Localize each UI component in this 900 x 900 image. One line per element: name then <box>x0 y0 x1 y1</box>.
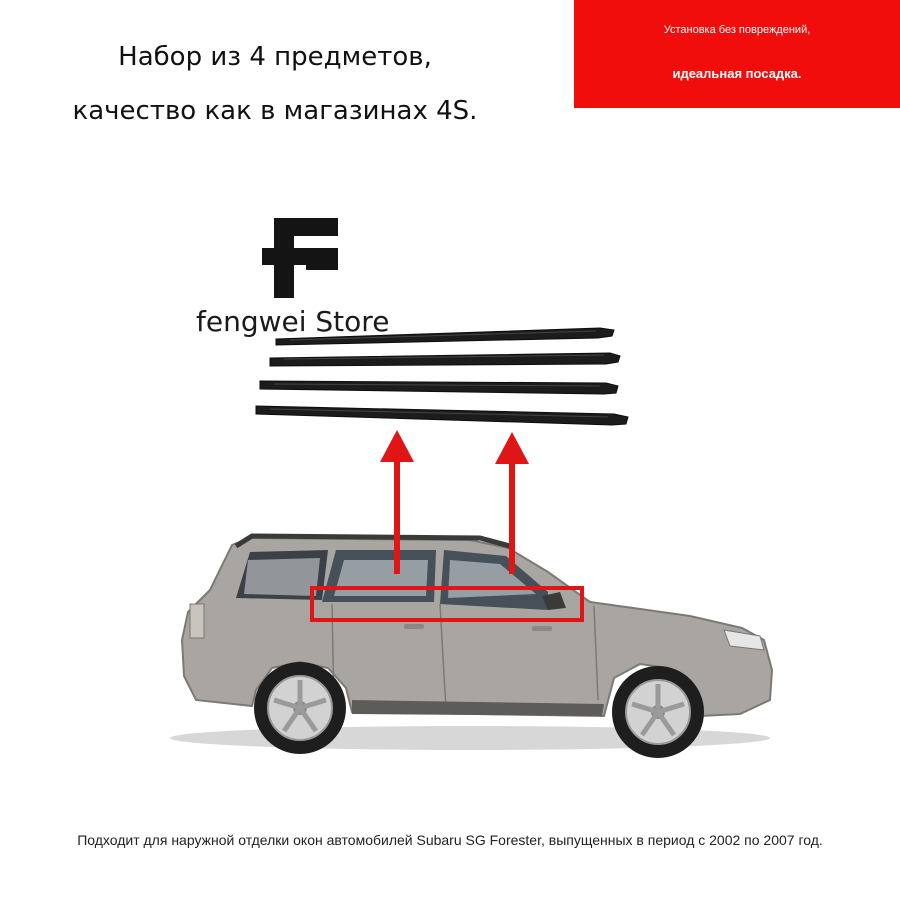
banner-line-1: Установка без повреждений, <box>663 24 811 36</box>
headline-line-1: Набор из 4 предметов, <box>118 42 432 72</box>
arrow-head-left <box>380 430 414 462</box>
arrow-shaft-left <box>394 458 400 574</box>
store-name: fengwei Store <box>196 305 390 338</box>
banner-line-2: идеальная посадка. <box>672 66 802 81</box>
molding-highlight-box <box>312 588 582 620</box>
headline-line-2: качество как в магазинах 4S. <box>72 96 478 126</box>
arrow-head-right <box>495 432 529 464</box>
arrow-shaft-right <box>509 458 515 574</box>
compatibility-caption: Подходит для наружной отделки окон автомобилей Subaru SG Forester, выпущенных в период с 2002 по 2007 год. <box>77 832 823 848</box>
